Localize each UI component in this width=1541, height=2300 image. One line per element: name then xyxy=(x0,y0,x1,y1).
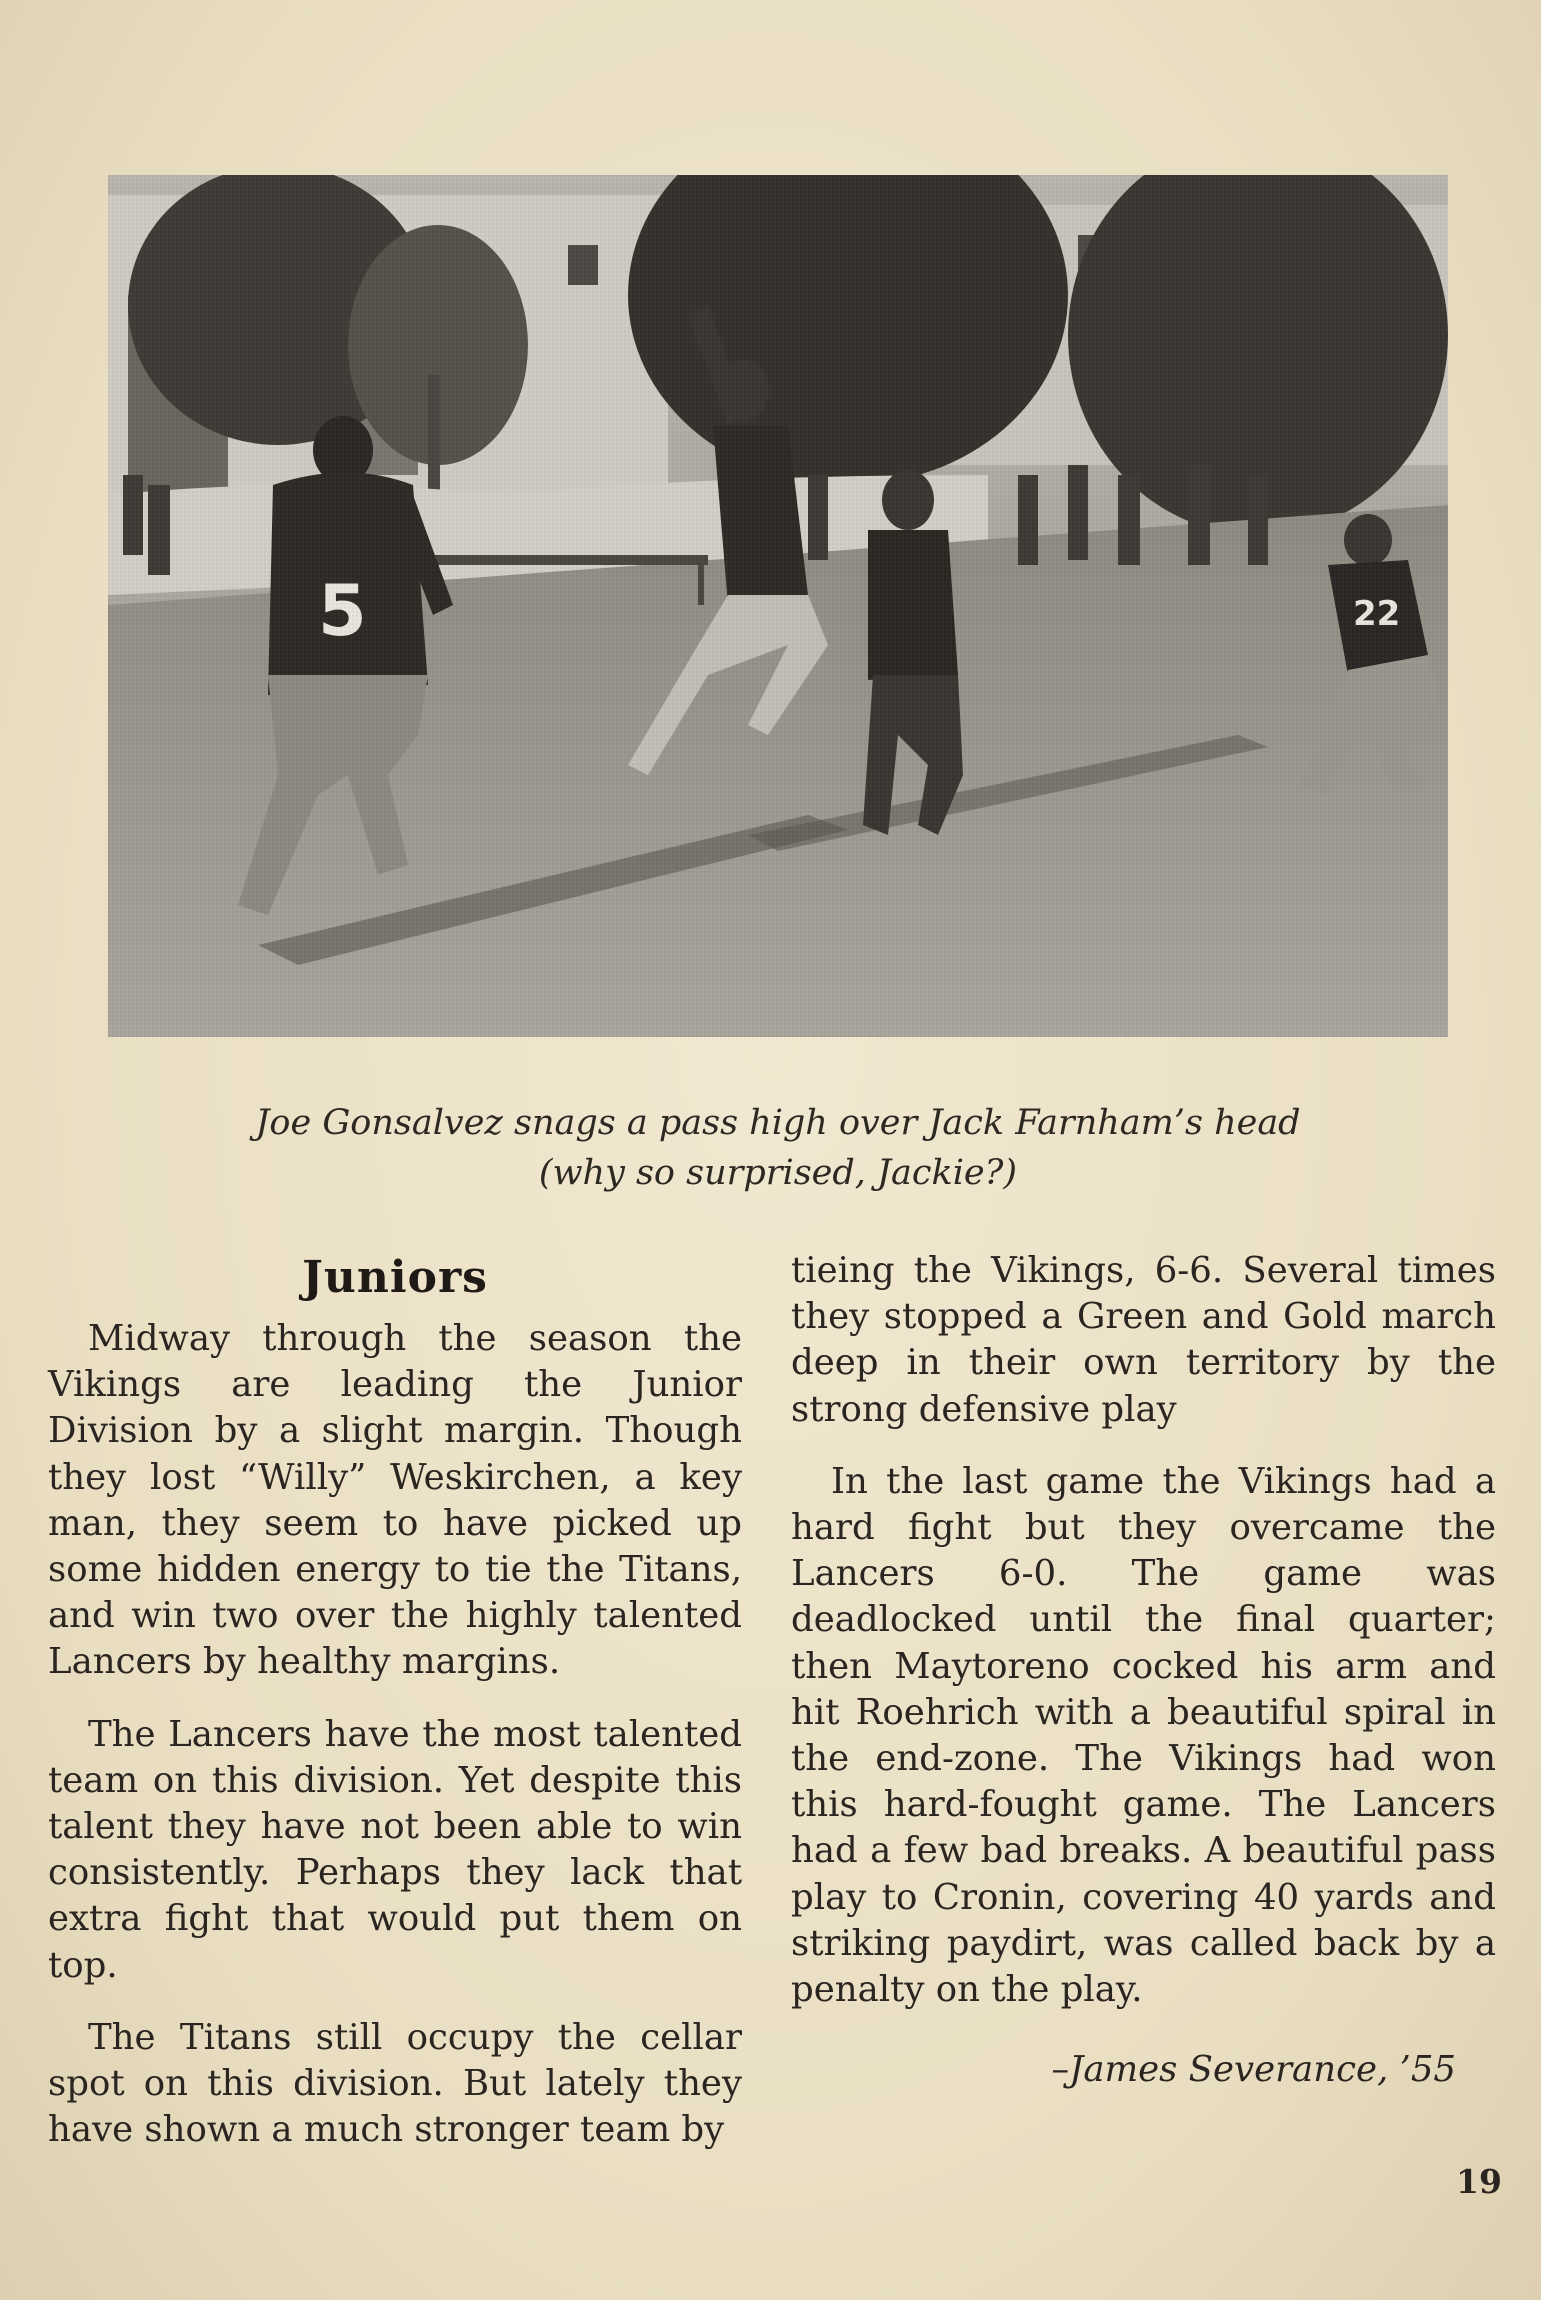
paragraph-2: The Lancers have the most talented team on this division. Yet despite this talent they have not been able to win consistently. Perhaps they lack that extra fight that would put them on top. xyxy=(48,1713,742,1986)
paragraph-3-continued: tieing the Vikings, 6-6. Several times they stopped a Green and Gold march deep in their own territory by the strong defensive play xyxy=(791,1250,1496,1430)
article-column-right xyxy=(791,1248,1496,2093)
paragraph-4: In the last game the Vikings had a hard fight but they overcame the Lancers 6-0. The game was deadlocked until the final quarter; then Maytoreno cocked his arm and hit Roehrich with a beautiful spiral in the end-zone. The Vikings had won this hard-fought game. The Lancers had a few bad breaks. A beautiful pass play to Cronin, covering 40 yards and striking paydirt, was called back by a penalty on the play. xyxy=(791,1460,1496,2011)
caption-line-1: Joe Gonsalvez snags a pass high over Jack Farnham’s head xyxy=(255,1103,1301,1143)
football-photo xyxy=(108,175,1448,1037)
page-number: 19 xyxy=(1456,2162,1502,2201)
photo-caption xyxy=(108,1098,1448,1198)
section-heading: Juniors xyxy=(302,1252,488,1303)
article-column-left xyxy=(48,1248,742,2179)
paragraph-3: The Titans still occupy the cellar spot on this division. But lately they have shown a much stronger team by xyxy=(48,2016,742,2151)
football-photo-image xyxy=(108,175,1448,1037)
author-signature: –James Severance, ’55 xyxy=(1051,2049,1456,2091)
caption-line-2: (why so surprised, Jackie?) xyxy=(538,1153,1018,1193)
paragraph-1: Midway through the season the Vikings are leading the Junior Division by a slight margin. Though they lost “Willy” Weskirchen, a key man, they seem to have picked up some hidden energy to tie the Titans, and win two over the highly talented Lancers by healthy margins. xyxy=(48,1318,742,1683)
